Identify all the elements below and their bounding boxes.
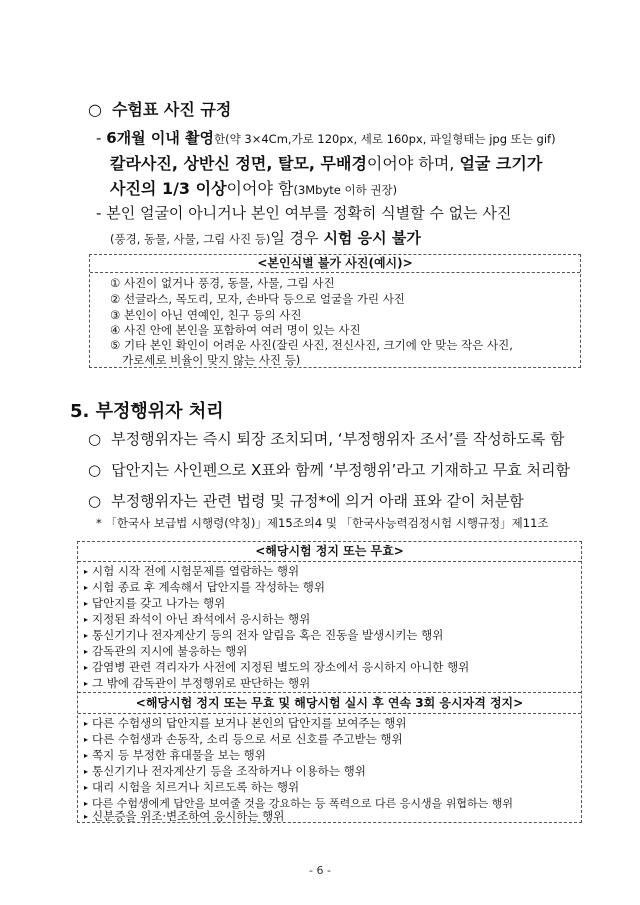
misconduct-item-3	[88, 490, 524, 511]
photo-rule-line-2	[110, 151, 542, 174]
arrow-bullet-icon: ▸	[84, 751, 89, 760]
footnote: * 「한국사 보급법 시행령(약칭)」제15조의4 및 「한국사능력검정시험 시행규정」제11조	[96, 516, 549, 530]
arrow-bullet-icon: ▸	[84, 783, 89, 792]
penalty-row: ▸ 통신기기나 전자계산기 등을 조작하거나 이용하는 행위	[84, 764, 366, 778]
unidentifiable-photo-box	[89, 254, 581, 368]
section-title-text: 수험표 사진 규정	[111, 100, 232, 119]
box-row: ② 선글라스, 목도리, 모자, 손바닥 등으로 얼굴을 가린 사진	[110, 292, 405, 306]
rule-file-size: (3Mbyte 이하 권장)	[293, 183, 398, 197]
arrow-bullet-icon: ▸	[84, 647, 89, 656]
rule-examples: (풍경, 동물, 사물, 그림 사진 등)	[110, 232, 271, 246]
penalty-row: ▸ 쪽지 등 부정한 휴대물을 보는 행위	[84, 748, 266, 762]
penalty-row: ▸ 통신기기나 전자계산기 등의 전자 알림음 혹은 진동을 발생시키는 행위	[84, 628, 444, 642]
divider	[78, 561, 581, 562]
misconduct-item-1	[88, 428, 565, 449]
penalty-row: ▸ 시험 종료 후 계속해서 답안지를 작성하는 행위	[84, 580, 326, 594]
arrow-bullet-icon: ▸	[84, 679, 89, 688]
penalty-title-invalid: <해당시험 정지 또는 무효>	[255, 544, 404, 558]
item-text: 답안지는 사인펜으로 X표와 함께 ‘부정행위’라고 기재하고 무효 처리함	[111, 461, 571, 479]
dash-bullet: -	[96, 204, 102, 222]
rule-one-third: 사진의 1/3 이상	[110, 179, 227, 198]
arrow-bullet-icon: ▸	[84, 719, 89, 728]
photo-rule-line-4	[96, 202, 511, 223]
penalty-row: ▸ 대리 시험을 치르거나 치르도록 하는 행위	[84, 780, 300, 794]
rule-case: 일 경우	[270, 229, 324, 247]
dash-bullet: -	[96, 129, 102, 147]
photo-rule-line-5	[110, 227, 421, 248]
penalty-row: ▸ 다른 수험생과 손동작, 소리 등으로 서로 신호를 주고받는 행위	[84, 732, 403, 746]
section-title-photo-rules	[88, 97, 231, 120]
item-text: 부정행위자는 즉시 퇴장 조치되며, ‘부정행위자 조서’를 작성하도록 함	[111, 430, 565, 448]
box-title: <본인식별 불가 사진(예시)>	[90, 255, 580, 273]
arrow-bullet-icon: ▸	[84, 615, 89, 624]
page-number: - 6 -	[309, 864, 331, 877]
arrow-bullet-icon: ▸	[84, 663, 89, 672]
penalty-row: ▸ 그 밖에 감독관이 부정행위로 판단하는 행위	[84, 676, 311, 690]
photo-rule-line-3	[110, 176, 397, 199]
rule-color-photo: 칼라사진, 상반신 정면, 탈모, 무배경	[110, 154, 367, 173]
box-row: ③ 본인이 아닌 연예인, 친구 등의 사진	[110, 308, 302, 322]
circle-bullet: ○	[88, 492, 102, 510]
arrow-bullet-icon: ▸	[84, 735, 89, 744]
rule-connector: 이어야 하며,	[366, 154, 460, 173]
rule-6-months: 6개월 이내 촬영	[106, 129, 215, 147]
divider	[78, 713, 581, 714]
box-row: ④ 사진 안에 본인을 포함하여 여러 명이 있는 사진	[110, 323, 361, 337]
penalty-row: ▸ 신분증을 위조·변조하여 응시하는 행위	[84, 809, 285, 823]
arrow-bullet-icon: ▸	[84, 567, 89, 576]
arrow-bullet-icon: ▸	[84, 799, 89, 808]
divider	[78, 692, 581, 693]
penalty-row: ▸ 감염병 관련 격리자가 사전에 지정된 별도의 장소에서 응시하지 아니한 행위	[84, 660, 470, 674]
item-text: 부정행위자는 관련 법령 및 규정*에 의거 아래 표와 같이 처분함	[111, 492, 524, 510]
circle-bullet: ○	[88, 100, 102, 119]
rule-not-allowed: 시험 응시 불가	[323, 229, 421, 247]
arrow-bullet-icon: ▸	[84, 812, 89, 821]
penalty-row: ▸ 다른 수험생의 답안지를 보거나 본인의 답안지를 보여주는 행위	[84, 716, 407, 730]
box-row: 가로세로 비율이 맞지 않는 사진 등)	[122, 353, 301, 367]
rule-face-size: 얼굴 크기가	[459, 154, 543, 173]
penalty-box	[77, 541, 582, 823]
penalty-row: ▸ 지정된 좌석이 아닌 좌석에서 응시하는 행위	[84, 612, 311, 626]
penalty-title-suspension: <해당시험 정지 또는 무효 및 해당시험 실시 후 연속 3회 응시자격 정지>	[135, 696, 524, 710]
penalty-row: ▸ 감독관의 지시에 불응하는 행위	[84, 644, 248, 658]
misconduct-item-2	[88, 459, 570, 480]
penalty-row: ▸ 다른 수험생에게 답안을 보여줄 것을 강요하는 등 폭력으로 다른 응시생을 위협하는 행위	[84, 797, 514, 810]
rule-size-spec: 한(약 3×4Cm,가로 120px, 세로 160px, 파일형태는 jpg 또는 gif)	[214, 132, 556, 146]
rule-must: 이어야 함	[226, 179, 294, 198]
box-row: ⑤ 기타 본인 확인이 어려운 사진(잘린 사진, 전신사진, 크기에 안 맞는 작은 사진,	[110, 338, 513, 352]
circle-bullet: ○	[88, 461, 102, 479]
circle-bullet: ○	[88, 430, 102, 448]
arrow-bullet-icon: ▸	[84, 631, 89, 640]
arrow-bullet-icon: ▸	[84, 599, 89, 608]
arrow-bullet-icon: ▸	[84, 767, 89, 776]
box-row: ① 사진이 없거나 풍경, 동물, 사물, 그림 사진	[110, 276, 335, 290]
penalty-row: ▸ 답안지를 갖고 나가는 행위	[84, 596, 226, 610]
rule-unidentifiable: 본인 얼굴이 아니거나 본인 여부를 정확히 식별할 수 없는 사진	[106, 204, 512, 222]
photo-rule-line-1	[96, 127, 556, 148]
arrow-bullet-icon: ▸	[84, 583, 89, 592]
penalty-row: ▸ 시험 시작 전에 시험문제를 열람하는 행위	[84, 564, 300, 578]
section-5-title: 5. 부정행위자 처리	[70, 401, 224, 422]
